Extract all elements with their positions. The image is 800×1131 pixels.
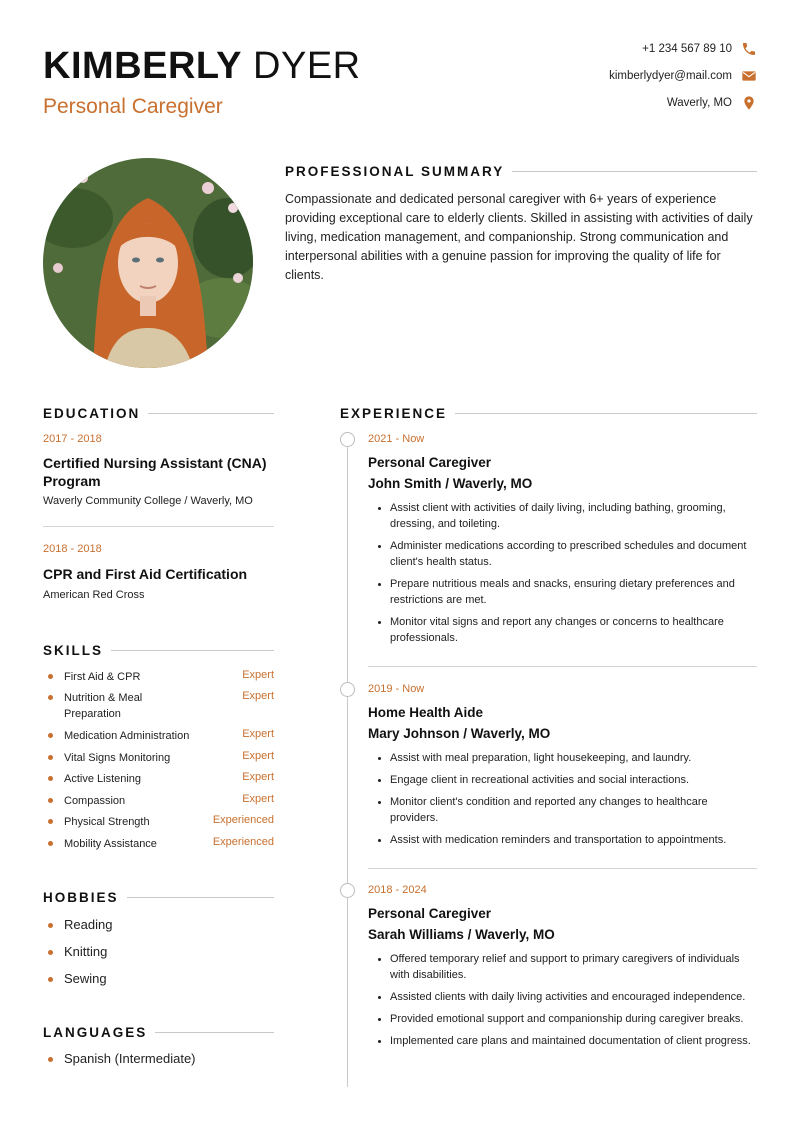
bullet-dot	[48, 695, 53, 700]
hobbies-title: HOBBIES	[43, 890, 119, 905]
job-bullet: Provided emotional support and companionship during caregiver breaks.	[368, 1011, 758, 1027]
job-bullets	[368, 951, 758, 1055]
education-divider	[43, 526, 274, 527]
profile-photo	[43, 158, 253, 368]
skill-level: Expert	[242, 669, 274, 681]
contact-email	[609, 68, 757, 84]
experience-timeline	[347, 432, 348, 1087]
skills-section-title	[43, 643, 274, 658]
job-employer: Sarah Williams / Waverly, MO	[368, 927, 555, 942]
first-name: KIMBERLY	[43, 45, 242, 87]
job-bullet: Monitor client's condition and reported any changes to healthcare providers.	[368, 794, 758, 826]
hobbies-section-title	[43, 890, 274, 905]
languages-section-title	[43, 1025, 274, 1040]
section-rule	[455, 413, 757, 414]
skill-name: Mobility Assistance	[64, 838, 157, 850]
skill-level: Expert	[242, 690, 274, 702]
job-bullets	[368, 500, 758, 652]
job-bullet: Implemented care plans and maintained documentation of client progress.	[368, 1033, 758, 1049]
education-school: American Red Cross	[43, 589, 145, 601]
section-rule	[155, 1032, 274, 1033]
education-degree: Certified Nursing Assistant (CNA) Program	[43, 455, 267, 489]
education-title: EDUCATION	[43, 406, 141, 421]
hobby-label: Knitting	[64, 944, 108, 959]
bullet-dot	[48, 977, 53, 982]
bullet-dot	[48, 798, 53, 803]
skill-name: Vital Signs Monitoring	[64, 752, 171, 764]
experience-divider	[368, 666, 757, 667]
bullet-dot	[48, 674, 53, 679]
job-employer: Mary Johnson / Waverly, MO	[368, 726, 551, 741]
job-bullet: Assist client with activities of daily living, including bathing, grooming, dressing, and toileting.	[368, 500, 758, 532]
education-section-title	[43, 406, 274, 421]
summary-section-title	[285, 164, 757, 179]
summary-text: Compassionate and dedicated personal caregiver with 6+ years of experience providing exceptional care to elderly clients. Skilled in assisting with activities of daily living, medication management, and companionship. Strong communication and interpersonal abilities with a genuine passion for improving the quality of life for clients.	[285, 192, 753, 282]
job-bullets	[368, 750, 758, 854]
section-rule	[111, 650, 274, 651]
summary-title: PROFESSIONAL SUMMARY	[285, 164, 505, 179]
education-school: Waverly Community College / Waverly, MO	[43, 495, 253, 507]
job-title: Personal Caregiver	[368, 906, 492, 921]
skill-name: Medication Administration	[64, 730, 190, 742]
phone-icon	[741, 41, 757, 57]
job-dates: 2019 - Now	[368, 683, 425, 695]
skill-name: Physical Strength	[64, 816, 150, 828]
email-text: kimberlydyer@mail.com	[609, 70, 732, 82]
experience-section-title	[340, 406, 757, 421]
timeline-node	[340, 682, 355, 697]
job-dates: 2018 - 2024	[368, 884, 427, 896]
hobby-label: Sewing	[64, 971, 107, 986]
job-title: Personal Caregiver	[368, 455, 492, 470]
bullet-dot	[48, 950, 53, 955]
location-text: Waverly, MO	[666, 97, 732, 109]
contact-location	[667, 95, 757, 111]
bullet-dot	[48, 1057, 53, 1062]
skill-level: Experienced	[212, 814, 274, 826]
timeline-node	[340, 432, 355, 447]
skills-title: SKILLS	[43, 643, 104, 658]
location-pin-icon	[741, 95, 757, 111]
bullet-dot	[48, 819, 53, 824]
section-rule	[512, 171, 757, 172]
bullet-dot	[48, 755, 53, 760]
skill-level: Expert	[242, 793, 274, 805]
experience-title: EXPERIENCE	[340, 406, 448, 421]
phone-text: +1 234 567 89 10	[642, 43, 732, 55]
job-role: Personal Caregiver	[43, 95, 223, 118]
hobby-label: Reading	[64, 917, 113, 932]
last-name: DYER	[253, 45, 361, 87]
section-rule	[148, 413, 274, 414]
job-bullet: Prepare nutritious meals and snacks, ensuring dietary preferences and restrictions are met.	[368, 576, 758, 608]
language-label: Spanish (Intermediate)	[64, 1051, 196, 1066]
section-rule	[127, 897, 274, 898]
job-title: Home Health Aide	[368, 705, 484, 720]
skill-name: Nutrition & Meal Preparation	[64, 692, 143, 720]
timeline-node	[340, 883, 355, 898]
skill-name: First Aid & CPR	[64, 671, 141, 683]
job-bullet: Administer medications according to prescribed schedules and document client's health status.	[368, 538, 758, 570]
job-employer: John Smith / Waverly, MO	[368, 476, 533, 491]
bullet-dot	[48, 923, 53, 928]
experience-divider	[368, 868, 757, 869]
education-dates: 2018 - 2018	[43, 543, 102, 555]
education-degree: CPR and First Aid Certification	[43, 566, 248, 582]
job-bullet: Assist with meal preparation, light housekeeping, and laundry.	[368, 750, 758, 766]
education-dates: 2017 - 2018	[43, 433, 102, 445]
job-dates: 2021 - Now	[368, 433, 425, 445]
skill-name: Active Listening	[64, 773, 142, 785]
skill-name: Compassion	[64, 795, 126, 807]
skill-level: Experienced	[212, 836, 274, 848]
skill-level: Expert	[242, 750, 274, 762]
skill-level: Expert	[242, 728, 274, 740]
languages-title: LANGUAGES	[43, 1025, 148, 1040]
mail-icon	[741, 68, 757, 84]
bullet-dot	[48, 841, 53, 846]
bullet-dot	[48, 776, 53, 781]
candidate-name	[43, 44, 361, 88]
job-bullet: Engage client in recreational activities and social interactions.	[368, 772, 758, 788]
skill-level: Expert	[242, 771, 274, 783]
contact-phone	[642, 41, 757, 57]
job-bullet: Assist with medication reminders and transportation to appointments.	[368, 832, 758, 848]
bullet-dot	[48, 733, 53, 738]
job-bullet: Assisted clients with daily living activities and encouraged independence.	[368, 989, 758, 1005]
job-bullet: Offered temporary relief and support to primary caregivers of individuals with disabilities.	[368, 951, 758, 983]
job-bullet: Monitor vital signs and report any changes or concerns to healthcare professionals.	[368, 614, 758, 646]
